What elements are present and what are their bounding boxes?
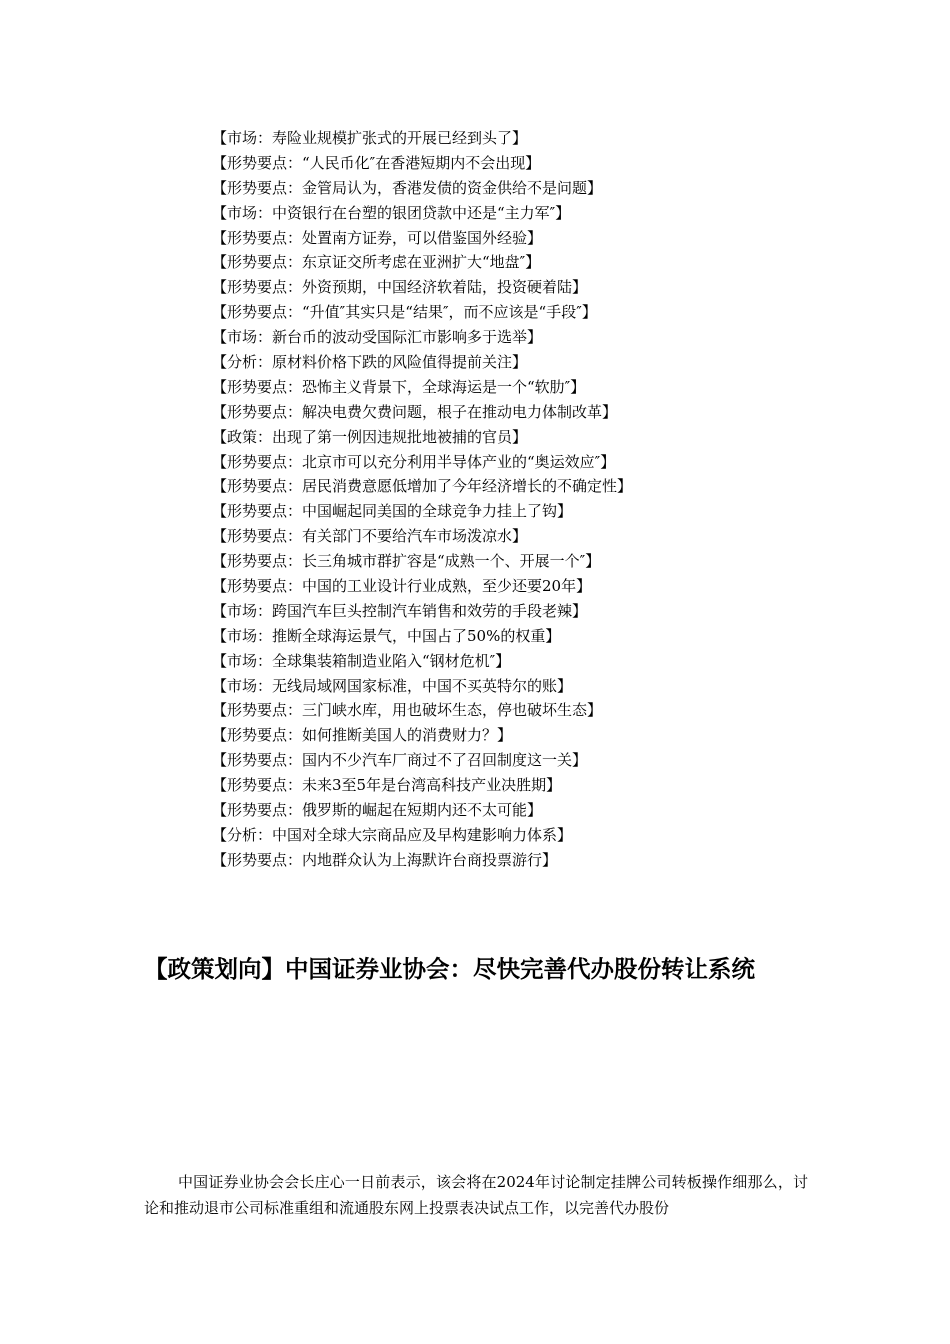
toc-item: 【形势要点：有关部门不要给汽车市场泼凉水】: [212, 527, 528, 546]
toc-item: 【形势要点：金管局认为，香港发债的资金供给不是问题】: [212, 178, 603, 197]
toc-item: 【形势要点：东京证交所考虑在亚洲扩大“地盘″】: [212, 253, 541, 272]
toc-item: 【形势要点：外资预期，中国经济软着陆，投资硬着陆】: [212, 278, 588, 297]
toc-item: 【形势要点：中国崛起同美国的全球竞争力挂上了钩】: [212, 502, 573, 521]
toc-item: 【市场：推断全球海运景气，中国占了50%的权重】: [212, 626, 561, 645]
toc-item: 【形势要点：内地群众认为上海默许台商投票游行】: [212, 850, 558, 869]
toc-item: 【形势要点：中国的工业设计行业成熟，至少还要20年】: [212, 577, 592, 596]
body-paragraph: 中国证券业协会会长庄心一日前表示，该会将在2024年讨论制定挂牌公司转板操作细那么，讨论和推动退市公司标准重组和流通股东网上投票表决试点工作，以完善代办股份: [144, 1173, 808, 1217]
toc-item: 【形势要点：未来3至5年是台湾高科技产业决胜期】: [212, 776, 562, 795]
toc-item: 【分析：中国对全球大宗商品应及早构建影响力体系】: [212, 825, 573, 844]
toc-list: [212, 126, 892, 873]
toc-item: 【形势要点：解决电费欠费问题，根子在推动电力体制改革】: [212, 402, 618, 421]
toc-item: 【形势要点：居民消费意愿低增加了今年经济增长的不确定性】: [212, 477, 633, 496]
toc-item: 【形势要点：国内不少汽车厂商过不了召回制度这一关】: [212, 751, 588, 770]
toc-item: 【形势要点：长三角城市群扩容是“成熟一个、开展一个″】: [212, 552, 601, 571]
toc-item: 【市场：无线局域网国家标准，中国不买英特尔的账】: [212, 676, 573, 695]
toc-item: 【市场：寿险业规模扩张式的开展已经到头了】: [212, 129, 528, 147]
toc-item: 【形势要点：如何推断美国人的消费财力？】: [212, 726, 513, 745]
toc-item: 【市场：新台币的波动受国际汇市影响多于选举】: [212, 328, 543, 347]
toc-item: 【市场：中资银行在台塑的银团贷款中还是“主力军″】: [212, 203, 571, 222]
toc-item: 【分析：原材料价格下跌的风险值得提前关注】: [212, 353, 528, 372]
toc-item: 【形势要点：“人民币化″在香港短期内不会出现】: [212, 153, 541, 172]
toc-item: 【形势要点：恐怖主义背景下，全球海运是一个“软肋″】: [212, 377, 586, 396]
toc-item: 【形势要点：处置南方证券，可以借鉴国外经验】: [212, 228, 543, 247]
section-heading: 【政策划向】中国证券业协会：尽快完善代办股份转让系统: [144, 955, 755, 983]
toc-item: 【形势要点：俄罗斯的崛起在短期内还不太可能】: [212, 801, 543, 820]
toc-item: 【形势要点：“升值″其实只是“结果″，而不应该是“手段″】: [212, 303, 597, 322]
toc-item: 【形势要点：三门峡水库，用也破坏生态，停也破坏生态】: [212, 701, 603, 720]
toc-item: 【市场：跨国汽车巨头控制汽车销售和效劳的手段老辣】: [212, 601, 588, 620]
toc-item: 【政策：出现了第一例因违规批地被捕的官员】: [212, 427, 528, 446]
toc-item: 【形势要点：北京市可以充分利用半导体产业的“奥运效应″】: [212, 452, 616, 471]
toc-item: 【市场：全球集装箱制造业陷入“钢材危机″】: [212, 651, 511, 670]
